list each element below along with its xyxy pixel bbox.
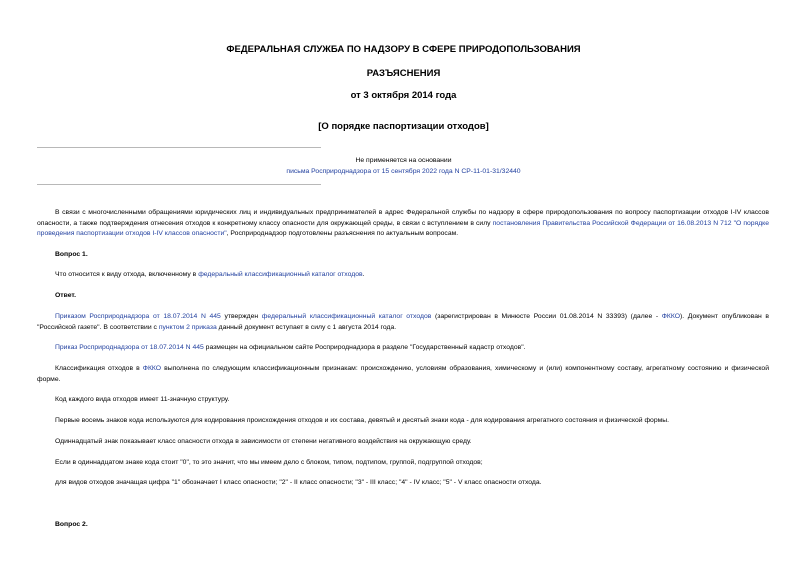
a3-text-2: выполнена по следующим классификационным признакам: происхождению, условиям образования, химическому и (или) компонентному составу, агрегатному состоянию и физической форме. <box>37 365 769 383</box>
answer-paragraph-4: Код каждого вида отходов имеет 11-значную структуру. <box>55 396 230 403</box>
question-2-heading: Вопрос 2. <box>55 521 88 528</box>
doc-type-title: РАЗЪЯСНЕНИЯ <box>366 68 441 79</box>
answer-paragraph-7: Если в одиннадцатом знаке кода стоит "0", то это значит, что мы имеем дело с блоком, типом, подтипом, группой, подгруппой отходов; <box>55 459 483 466</box>
intro-text-1: В связи с многочисленными обращениями юридических лиц и индивидуальных предпринимателей в адрес Федеральной службы по надзору в сфере природопользования по вопросу паспортизации отходов I-IV классов опасности, а также подтверждения отнесения отходов к конкретному классу опасности для окружающей среды, в связи с вступлением в силу <box>37 209 769 227</box>
answer-heading: Ответ. <box>55 292 77 299</box>
intro-paragraph <box>37 208 769 240</box>
intro-text-2: , Росприроднадзор подготовлены разъяснения по актуальным вопросам. <box>226 230 459 237</box>
q1-text-2: . <box>362 271 365 278</box>
answer-paragraph-5: Первые восемь знаков кода используются для кодирования происхождения отходов и их состава, девятый и десятый знаки кода - для кодирования агрегатного состояния и физической формы. <box>55 417 670 424</box>
notice-text: Не применяется на основании <box>355 157 452 164</box>
doc-date: от 3 октября 2014 года <box>350 90 457 101</box>
answer-paragraph-8: для видов отходов значащая цифра "1" обозначает I класс опасности; "2" - II класс опасности; "3" - III класс; "4" - IV класс; "5" - V класс опасности отхода. <box>55 479 542 486</box>
fkko-catalog-link-2[interactable]: федеральный классификационный каталог отходов <box>261 313 432 320</box>
answer-paragraph-2 <box>37 343 769 354</box>
a1-text-3: ). Документ опубликован в "Российской газете". В соответствии с <box>37 313 769 331</box>
answer-paragraph-3 <box>37 364 769 385</box>
notice-top-divider <box>37 147 321 148</box>
q1-text-1: Что относится к виду отхода, включенному в <box>55 271 199 278</box>
order-445-link[interactable]: Приказом Росприроднадзора от 18.07.2014 N 445 <box>55 313 221 320</box>
a1-text-4: данный документ вступает в силу с 1 августа 2014 года. <box>216 323 397 331</box>
doc-subject: [О порядке паспортизации отходов] <box>318 121 489 132</box>
order-445-link-2[interactable]: Приказ Росприроднадзора от 18.07.2014 N 445 <box>55 344 204 351</box>
decree-712-link[interactable]: постановления Правительства Российской Федерации от 16.08.2013 N 712 "О порядке проведения паспортизации отходов I-IV классов опасности" <box>37 219 769 237</box>
question-1-text <box>37 270 769 281</box>
question-1-heading: Вопрос 1. <box>55 251 88 258</box>
order-clause-2-link[interactable]: пунктом 2 приказа <box>158 323 217 331</box>
a1-text-1: утвержден <box>220 313 262 320</box>
fkko-link[interactable]: ФККО <box>661 313 681 320</box>
a2-text-1: размещен на официальном сайте Росприроднадзора в разделе "Государственный кадастр отходов". <box>203 344 526 351</box>
a3-text-1: Классификация отходов в <box>55 365 143 372</box>
agency-title: ФЕДЕРАЛЬНАЯ СЛУЖБА ПО НАДЗОРУ В СФЕРЕ ПРИРОДОПОЛЬЗОВАНИЯ <box>226 44 581 55</box>
fkko-link-2[interactable]: ФККО <box>142 365 162 372</box>
answer-paragraph-1 <box>37 312 769 333</box>
answer-paragraph-6: Одиннадцатый знак показывает класс опасности отхода в зависимости от степени негативного воздействия на окружающую среду. <box>55 438 472 445</box>
notice-bottom-divider <box>37 184 321 185</box>
notice-link[interactable]: письма Росприроднадзора от 15 сентября 2022 года N СР-11-01-31/32440 <box>286 168 521 175</box>
a1-text-2: (зарегистрирован в Минюсте России 01.08.2014 N 33393) (далее - <box>431 313 662 320</box>
fkko-catalog-link[interactable]: федеральный классификационный каталог отходов <box>198 271 363 278</box>
